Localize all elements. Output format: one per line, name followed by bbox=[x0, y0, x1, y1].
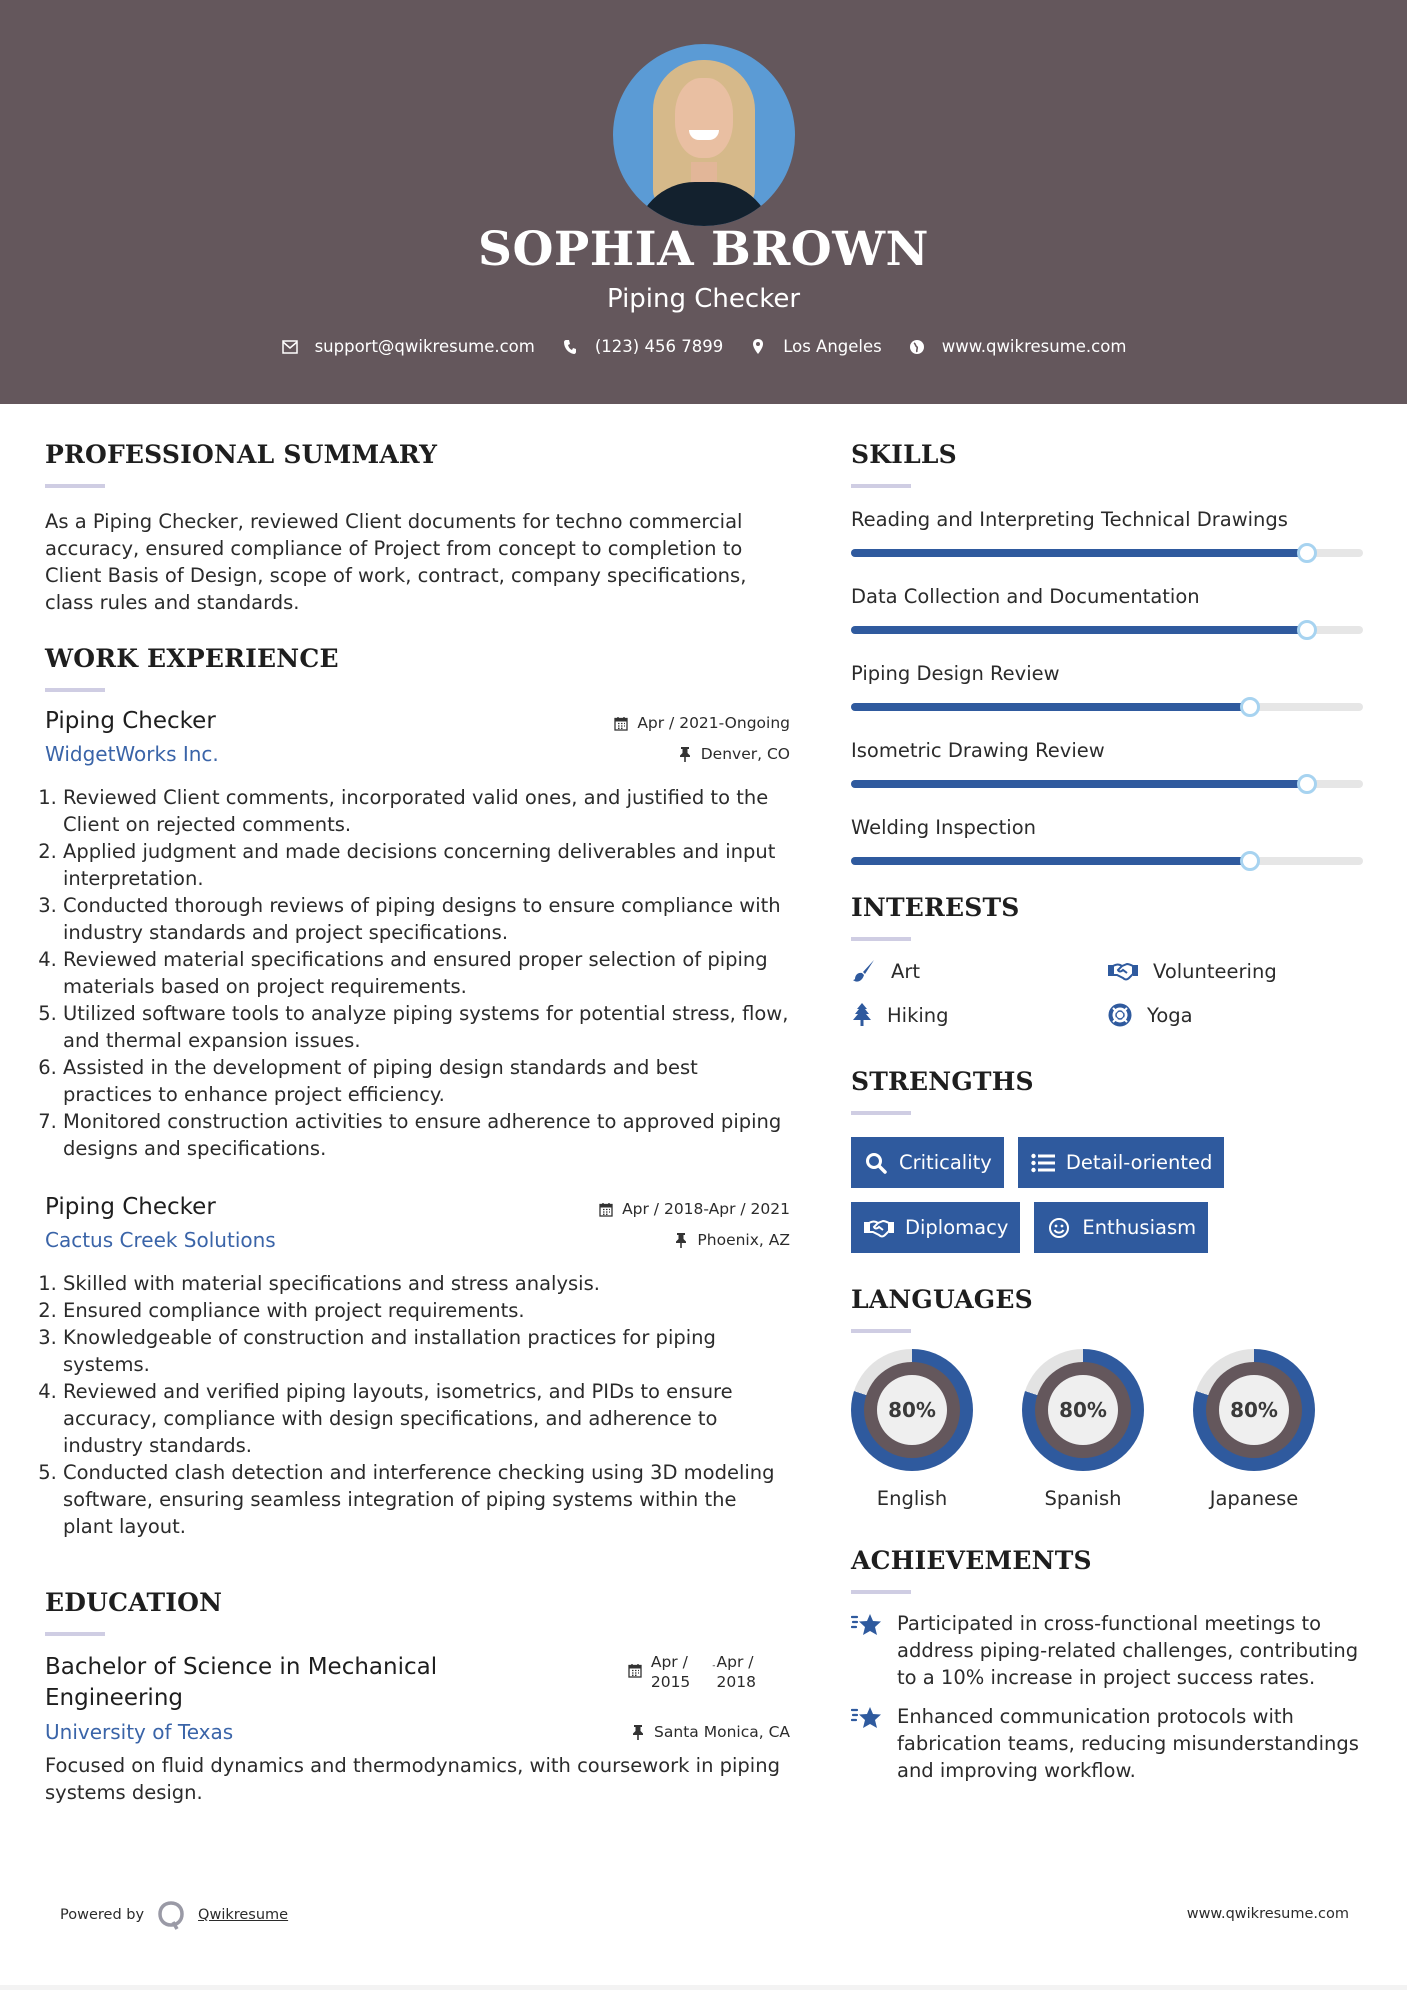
pushpin-icon bbox=[673, 1232, 689, 1248]
skill-slider-handle[interactable] bbox=[1240, 851, 1260, 871]
language-name: Spanish bbox=[1044, 1487, 1122, 1510]
contact-bar bbox=[0, 337, 1407, 356]
education-location: Santa Monica, CA bbox=[630, 1723, 790, 1741]
skill-item bbox=[851, 508, 1366, 557]
education-section bbox=[45, 1588, 790, 1806]
list-item: 5. Utilized software tools to analyze piping systems for potential stress, flow, and thermal expansion issues. bbox=[63, 1000, 790, 1054]
left-column bbox=[45, 440, 790, 1806]
website-text: www.qwikresume.com bbox=[941, 337, 1127, 356]
languages-section bbox=[851, 1285, 1366, 1510]
skill-label: Welding Inspection bbox=[851, 816, 1037, 839]
job-location: Denver, CO bbox=[677, 745, 790, 763]
calendar-icon bbox=[613, 715, 629, 731]
job-dates: Apr / 2021-Ongoing bbox=[613, 714, 790, 732]
section-heading: EDUCATION bbox=[45, 1588, 223, 1617]
skill-fill bbox=[851, 626, 1307, 634]
qwikresume-logo-icon bbox=[156, 1900, 186, 1930]
smile-icon bbox=[1046, 1216, 1072, 1240]
pushpin-icon bbox=[630, 1724, 646, 1740]
list-item: 2. Applied judgment and made decisions concerning deliverables and input interpretation. bbox=[63, 838, 790, 892]
skill-item bbox=[851, 739, 1366, 788]
handshake-icon bbox=[863, 1216, 895, 1240]
job-entry bbox=[45, 708, 790, 1162]
list-item: 4. Reviewed and verified piping layouts, isometrics, and PIDs to ensure accuracy, compliance with design specifications, and adherence to industry standards. bbox=[63, 1378, 790, 1459]
list-item: 4. Reviewed material specifications and ensured proper selection of piping materials based on project requirements. bbox=[63, 946, 790, 1000]
contact-email[interactable] bbox=[281, 337, 535, 356]
email-text: support@qwikresume.com bbox=[314, 337, 535, 356]
job-location: Phoenix, AZ bbox=[673, 1231, 790, 1249]
achievement-item: Participated in cross-functional meetings to address piping-related challenges, contributing to a 10% increase in project success rates. bbox=[851, 1610, 1366, 1691]
skill-slider[interactable] bbox=[851, 626, 1363, 634]
phone-icon bbox=[561, 338, 579, 356]
search-icon bbox=[863, 1151, 889, 1175]
resume-header bbox=[0, 0, 1407, 404]
language-progress-ring bbox=[1193, 1349, 1315, 1471]
section-heading: WORK EXPERIENCE bbox=[45, 644, 339, 673]
right-column bbox=[851, 440, 1366, 1796]
interest-item: Volunteering bbox=[1107, 959, 1363, 983]
skill-fill bbox=[851, 857, 1250, 865]
language-name: English bbox=[876, 1487, 948, 1510]
skill-slider-handle[interactable] bbox=[1297, 774, 1317, 794]
skill-fill bbox=[851, 703, 1250, 711]
handshake-icon bbox=[1107, 959, 1139, 983]
strengths-section bbox=[851, 1067, 1366, 1253]
skill-slider[interactable] bbox=[851, 780, 1363, 788]
school-name: University of Texas bbox=[45, 1720, 234, 1744]
location-text: Los Angeles bbox=[783, 337, 882, 356]
strength-chip: Enthusiasm bbox=[1034, 1202, 1208, 1253]
section-divider bbox=[45, 1632, 105, 1636]
achievement-item: Enhanced communication protocols with fabrication teams, reducing misunderstandings and improving workflow. bbox=[851, 1703, 1366, 1784]
skill-slider[interactable] bbox=[851, 857, 1363, 865]
section-heading: ACHIEVEMENTS bbox=[851, 1546, 1092, 1575]
skills-list bbox=[851, 508, 1366, 865]
language-percent: 80% bbox=[1048, 1375, 1118, 1445]
list-item: 5. Conducted clash detection and interference checking using 3D modeling software, ensuring seamless integration of piping systems within the plant layout. bbox=[63, 1459, 790, 1540]
skills-section bbox=[851, 440, 1366, 865]
interests-grid bbox=[851, 959, 1366, 1027]
tree-icon bbox=[851, 1003, 873, 1027]
map-pin-icon bbox=[749, 338, 767, 356]
skill-label: Data Collection and Documentation bbox=[851, 585, 1200, 608]
summary-section bbox=[45, 440, 790, 616]
section-divider bbox=[851, 1590, 911, 1594]
company-name: WidgetWorks Inc. bbox=[45, 742, 219, 766]
skill-fill bbox=[851, 780, 1307, 788]
summary-text: As a Piping Checker, reviewed Client documents for techno commercial accuracy, ensured compliance of Project from concept to completion to Client Basis of Design, scope of work, contract, company specifications, class rules and standards. bbox=[45, 510, 747, 614]
skill-item bbox=[851, 662, 1366, 711]
skill-label: Piping Design Review bbox=[851, 662, 1060, 685]
strength-chip: Diplomacy bbox=[851, 1202, 1020, 1253]
skill-item bbox=[851, 585, 1366, 634]
list-item: 2. Ensured compliance with project requirements. bbox=[63, 1297, 790, 1324]
profile-photo bbox=[613, 44, 795, 226]
interest-item: Yoga bbox=[1107, 1003, 1363, 1027]
section-heading: PROFESSIONAL SUMMARY bbox=[45, 440, 438, 469]
skill-slider[interactable] bbox=[851, 703, 1363, 711]
candidate-title: Piping Checker bbox=[606, 284, 801, 314]
language-progress-ring bbox=[1022, 1349, 1144, 1471]
language-percent: 80% bbox=[1219, 1375, 1289, 1445]
section-divider bbox=[45, 484, 105, 488]
paintbrush-icon bbox=[851, 959, 877, 983]
start-date: Apr / 2015 bbox=[650, 1653, 691, 1691]
section-heading: LANGUAGES bbox=[851, 1285, 1033, 1314]
strength-chip: Detail-oriented bbox=[1018, 1137, 1225, 1188]
shooting-star-icon bbox=[851, 1611, 883, 1641]
language-item bbox=[851, 1349, 973, 1510]
job-title: Piping Checker bbox=[45, 708, 216, 734]
interest-item: Hiking bbox=[851, 1003, 1107, 1027]
duties-list bbox=[45, 1270, 790, 1540]
calendar-icon bbox=[627, 1662, 643, 1678]
skill-item bbox=[851, 816, 1366, 865]
education-dates: Apr / 2015 - Apr / 2018 bbox=[627, 1652, 756, 1692]
skill-label: Isometric Drawing Review bbox=[851, 739, 1105, 762]
candidate-name: SOPHIA BROWN bbox=[478, 222, 929, 277]
language-item bbox=[1193, 1349, 1315, 1510]
achievements-section bbox=[851, 1546, 1366, 1784]
section-divider bbox=[851, 484, 911, 488]
job-entry bbox=[45, 1194, 790, 1540]
language-percent: 80% bbox=[877, 1375, 947, 1445]
end-date: Apr / 2018 bbox=[716, 1653, 756, 1691]
section-heading: STRENGTHS bbox=[851, 1067, 1034, 1096]
contact-website[interactable] bbox=[908, 337, 1127, 356]
list-item: 1. Skilled with material specifications and stress analysis. bbox=[63, 1270, 790, 1297]
language-progress-ring bbox=[851, 1349, 973, 1471]
qwikresume-link[interactable]: Qwikresume bbox=[198, 1907, 289, 1923]
job-title: Piping Checker bbox=[45, 1194, 216, 1220]
skill-slider-handle[interactable] bbox=[1240, 697, 1260, 717]
language-item bbox=[1022, 1349, 1144, 1510]
section-heading: SKILLS bbox=[851, 440, 957, 469]
calendar-icon bbox=[598, 1201, 614, 1217]
list-item: 7. Monitored construction activities to ensure adherence to approved piping designs and specifications. bbox=[63, 1108, 790, 1162]
section-divider bbox=[851, 1111, 911, 1115]
language-name: Japanese bbox=[1209, 1487, 1299, 1510]
life-ring-icon bbox=[1107, 1003, 1133, 1027]
degree-title: Bachelor of Science in Mechanical Engineering bbox=[45, 1654, 438, 1711]
page-bottom-edge bbox=[0, 1985, 1407, 1990]
interest-item: Art bbox=[851, 959, 1107, 983]
list-item: 6. Assisted in the development of piping design standards and best practices to enhance project efficiency. bbox=[63, 1054, 790, 1108]
section-divider bbox=[851, 1329, 911, 1333]
section-divider bbox=[851, 937, 911, 941]
languages-list bbox=[851, 1349, 1366, 1510]
contact-location bbox=[749, 337, 882, 356]
envelope-icon bbox=[281, 338, 299, 356]
duties-list bbox=[45, 784, 790, 1162]
section-divider bbox=[45, 688, 105, 692]
skill-slider-handle[interactable] bbox=[1297, 620, 1317, 640]
company-name: Cactus Creek Solutions bbox=[45, 1228, 276, 1252]
section-heading: INTERESTS bbox=[851, 893, 1020, 922]
shooting-star-icon bbox=[851, 1704, 883, 1734]
interests-section bbox=[851, 893, 1366, 1027]
skill-slider-handle[interactable] bbox=[1297, 543, 1317, 563]
list-icon bbox=[1030, 1151, 1056, 1175]
skill-label: Reading and Interpreting Technical Drawings bbox=[851, 508, 1288, 531]
footer-website-link[interactable]: www.qwikresume.com bbox=[1186, 1906, 1349, 1922]
list-item: 3. Conducted thorough reviews of piping designs to ensure compliance with industry standards and project specifications. bbox=[63, 892, 790, 946]
strength-chip: Criticality bbox=[851, 1137, 1004, 1188]
phone-text: (123) 456 7899 bbox=[594, 337, 724, 356]
pushpin-icon bbox=[677, 746, 693, 762]
strengths-list bbox=[851, 1137, 1363, 1253]
globe-icon bbox=[908, 338, 926, 356]
list-item: 1. Reviewed Client comments, incorporated valid ones, and justified to the Client on rejected comments. bbox=[63, 784, 790, 838]
skill-fill bbox=[851, 549, 1307, 557]
contact-phone[interactable] bbox=[561, 337, 723, 356]
list-item: 3. Knowledgeable of construction and installation practices for piping systems. bbox=[63, 1324, 790, 1378]
job-dates: Apr / 2018-Apr / 2021 bbox=[598, 1200, 790, 1218]
experience-section bbox=[45, 644, 790, 1540]
powered-by: Powered by Qwikresume bbox=[60, 1900, 288, 1930]
skill-slider[interactable] bbox=[851, 549, 1363, 557]
education-description: Focused on fluid dynamics and thermodynamics, with coursework in piping systems design. bbox=[45, 1754, 780, 1804]
